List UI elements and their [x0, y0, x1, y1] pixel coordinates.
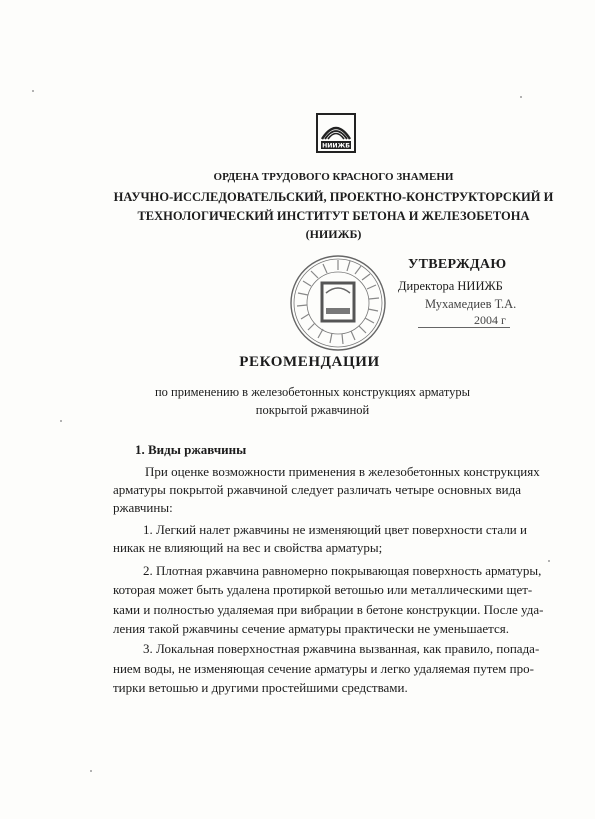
body-line: которая может быть удалена протиркой ветошью или металлическими щет- — [113, 582, 533, 597]
scan-speck — [60, 420, 62, 422]
body-line: 3. Локальная поверхностная ржавчина вызванная, как правило, попада- — [143, 641, 540, 656]
approval-year: 2004 г — [474, 313, 506, 327]
body-line: ления такой ржавчины сечение арматуры практически не уменьшается. — [113, 621, 509, 636]
body-line: При оценке возможности применения в железобетонных конструкциях — [145, 464, 540, 479]
body-line: 1. Легкий налет ржавчины не изменяющий цвет поверхности стали и — [143, 522, 527, 537]
scan-speck — [32, 90, 34, 92]
body-line: нием воды, не изменяющая сечение арматуры и легко удаляемая путем про- — [113, 661, 534, 676]
org-line-3: ТЕХНОЛОГИЧЕСКИЙ ИНСТИТУТ БЕТОНА И ЖЕЛЕЗОБЕТОНА — [137, 209, 530, 223]
approval-role: Директора НИИЖБ — [398, 279, 503, 293]
document-subtitle-1: по применению в железобетонных конструкциях арматуры — [154, 385, 471, 399]
official-seal-icon — [288, 253, 388, 353]
body-line: ками и полностью удаляемая при вибрации в бетоне конструкции. После уда- — [113, 602, 544, 617]
scan-speck — [520, 96, 522, 98]
body-line: ржавчины: — [113, 500, 173, 515]
approval-name: Мухамедиев Т.А. — [425, 297, 517, 311]
org-line-2: НАУЧНО-ИССЛЕДОВАТЕЛЬСКИЙ, ПРОЕКТНО-КОНСТРУКТОРСКИЙ И — [113, 190, 554, 204]
document-title: РЕКОМЕНДАЦИИ — [239, 354, 380, 370]
scan-speck — [90, 770, 92, 772]
org-line-1: ОРДЕНА ТРУДОВОГО КРАСНОГО ЗНАМЕНИ — [213, 171, 454, 183]
body-line: 2. Плотная ржавчина равномерно покрывающая поверхность арматуры, — [143, 563, 542, 578]
section-heading: 1. Виды ржавчины — [135, 442, 247, 457]
svg-text:НИИЖБ: НИИЖБ — [322, 142, 350, 150]
signature-line — [418, 327, 510, 328]
institute-logo-icon — [316, 113, 356, 153]
scan-speck — [548, 560, 550, 562]
org-line-4: (НИИЖБ) — [305, 227, 362, 241]
approval-title: УТВЕРЖДАЮ — [408, 257, 507, 272]
document-subtitle-2: покрытой ржавчиной — [255, 403, 370, 417]
body-line: арматуры покрытой ржавчиной следует различать четыре основных вида — [113, 482, 521, 497]
body-line: никак не влияющий на вес и свойства арматуры; — [113, 540, 383, 555]
body-line: тирки ветошью и другими простейшими средствами. — [113, 680, 408, 695]
